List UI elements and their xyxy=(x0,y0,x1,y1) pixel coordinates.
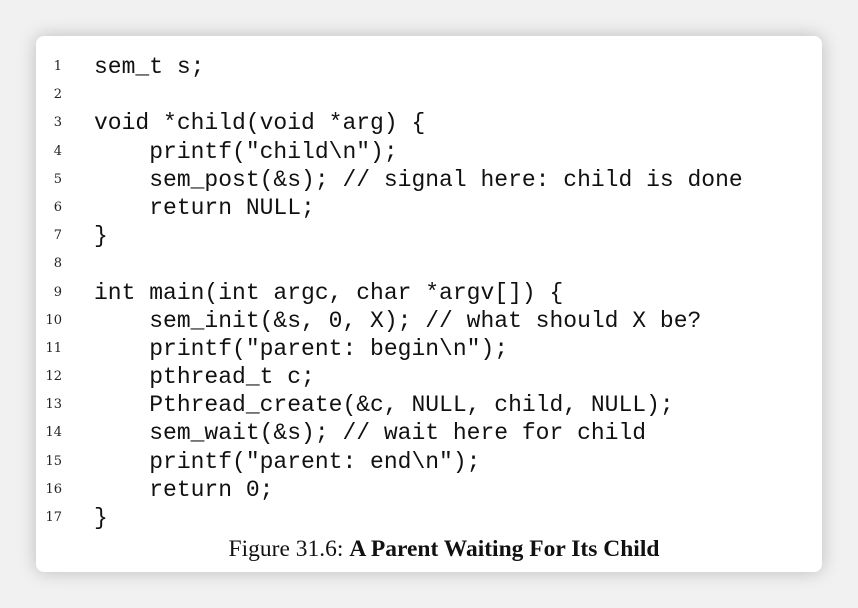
code-text: printf("parent: end\n"); xyxy=(94,448,481,475)
line-number: 7 xyxy=(53,228,62,244)
code-listing xyxy=(36,53,822,532)
code-line xyxy=(36,504,822,532)
line-number: 3 xyxy=(53,115,62,131)
line-number: 15 xyxy=(45,453,62,469)
line-number: 12 xyxy=(45,369,62,385)
code-line xyxy=(36,476,822,504)
code-line xyxy=(36,391,822,419)
code-text: sem_wait(&s); // wait here for child xyxy=(94,420,647,447)
line-number: 8 xyxy=(53,256,62,272)
code-text: return NULL; xyxy=(94,194,315,221)
code-text: return 0; xyxy=(94,476,274,503)
line-number: 16 xyxy=(45,481,62,497)
code-line xyxy=(36,81,822,109)
figure-label: Figure 31.6: xyxy=(228,536,344,562)
line-number: 5 xyxy=(53,171,62,187)
line-number: 9 xyxy=(53,284,62,300)
code-figure-card xyxy=(36,36,822,572)
line-number: 14 xyxy=(45,425,62,441)
line-number: 10 xyxy=(45,312,62,328)
line-number: 4 xyxy=(53,143,62,159)
code-line xyxy=(36,138,822,166)
line-number: 17 xyxy=(45,510,62,525)
line-number: 13 xyxy=(45,397,62,413)
code-line xyxy=(36,194,822,222)
code-text: } xyxy=(94,223,108,250)
code-line xyxy=(36,335,822,363)
code-line xyxy=(36,448,822,476)
code-text: int main(int argc, char *argv[]) { xyxy=(94,279,564,306)
code-line xyxy=(36,250,822,278)
figure-title: A Parent Waiting For Its Child xyxy=(349,536,660,562)
code-line xyxy=(36,419,822,447)
code-line xyxy=(36,222,822,250)
code-text: sem_init(&s, 0, X); // what should X be? xyxy=(94,307,702,334)
code-text: printf("child\n"); xyxy=(94,138,398,165)
code-text: sem_t s; xyxy=(94,54,205,80)
code-line xyxy=(36,363,822,391)
line-number: 2 xyxy=(53,87,62,103)
line-number: 1 xyxy=(53,59,62,74)
code-text: pthread_t c; xyxy=(94,364,315,391)
code-line xyxy=(36,166,822,194)
code-text: } xyxy=(94,505,108,531)
figure-caption xyxy=(36,536,822,563)
code-line xyxy=(36,307,822,335)
code-line xyxy=(36,279,822,307)
code-line xyxy=(36,109,822,137)
code-text: sem_post(&s); // signal here: child is done xyxy=(94,166,743,193)
code-line xyxy=(36,53,822,81)
line-number: 11 xyxy=(45,340,62,356)
code-text: printf("parent: begin\n"); xyxy=(94,335,509,362)
line-number: 6 xyxy=(53,199,62,215)
code-text: void *child(void *arg) { xyxy=(94,110,426,137)
code-text: Pthread_create(&c, NULL, child, NULL); xyxy=(94,392,674,419)
